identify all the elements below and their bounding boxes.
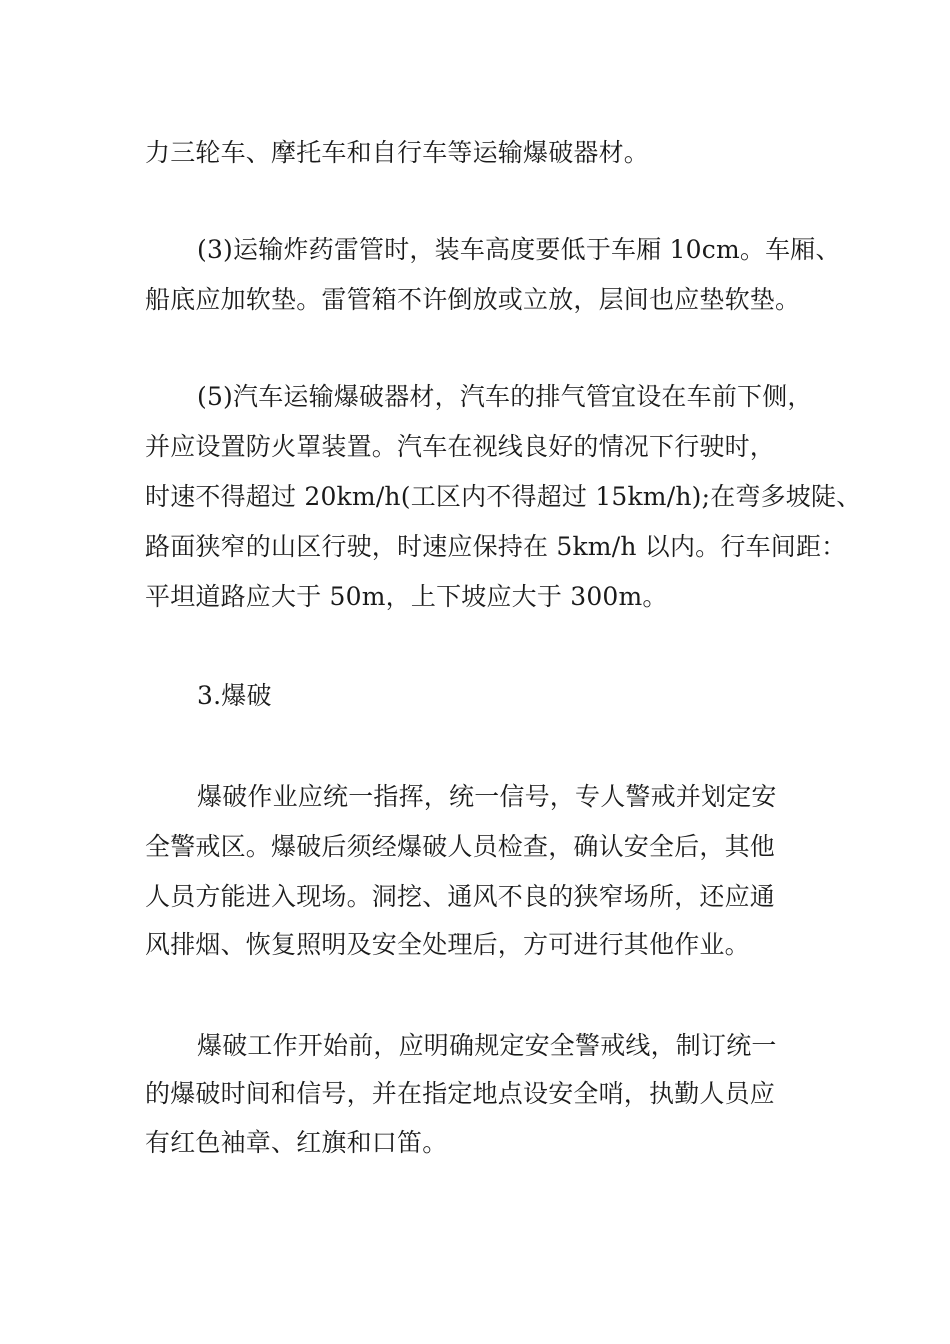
paragraph-3-line-1: (3)运输炸药雷管时，装车高度要低于车厢 10cm。车厢、 bbox=[197, 235, 841, 264]
paragraph-blasting-1-line-4: 风排烟、恢复照明及安全处理后，方可进行其他作业。 bbox=[145, 930, 750, 959]
paragraph-5-line-2: 并应设置防火罩装置。汽车在视线良好的情况下行驶时， bbox=[145, 432, 776, 461]
paragraph-continuation-line: 力三轮车、摩托车和自行车等运输爆破器材。 bbox=[145, 138, 650, 167]
paragraph-blasting-1-line-1: 爆破作业应统一指挥，统一信号，专人警戒并划定安 bbox=[197, 782, 777, 811]
paragraph-blasting-2-line-2: 的爆破时间和信号，并在指定地点设安全哨，执勤人员应 bbox=[145, 1079, 776, 1108]
paragraph-5-line-5: 平坦道路应大于 50m，上下坡应大于 300m。 bbox=[145, 582, 668, 611]
paragraph-5-line-4: 路面狭窄的山区行驶，时速应保持在 5km/h 以内。行车间距： bbox=[145, 532, 847, 561]
paragraph-blasting-2-line-1: 爆破工作开始前，应明确规定安全警戒线，制订统一 bbox=[197, 1031, 777, 1060]
paragraph-5-line-3: 时速不得超过 20km/h(工区内不得超过 15km/h);在弯多坡陡、 bbox=[145, 482, 862, 511]
paragraph-blasting-1-line-3: 人员方能进入现场。洞挖、通风不良的狭窄场所，还应通 bbox=[145, 882, 776, 911]
paragraph-5-line-1: (5)汽车运输爆破器材，汽车的排气管宜设在车前下侧， bbox=[197, 382, 813, 411]
section-heading: 3.爆破 bbox=[197, 681, 272, 710]
paragraph-3-line-2: 船底应加软垫。雷管箱不许倒放或立放，层间也应垫软垫。 bbox=[145, 285, 801, 314]
paragraph-blasting-2-line-3: 有红色袖章、红旗和口笛。 bbox=[145, 1128, 448, 1157]
paragraph-blasting-1-line-2: 全警戒区。爆破后须经爆破人员检查，确认安全后，其他 bbox=[145, 832, 776, 861]
